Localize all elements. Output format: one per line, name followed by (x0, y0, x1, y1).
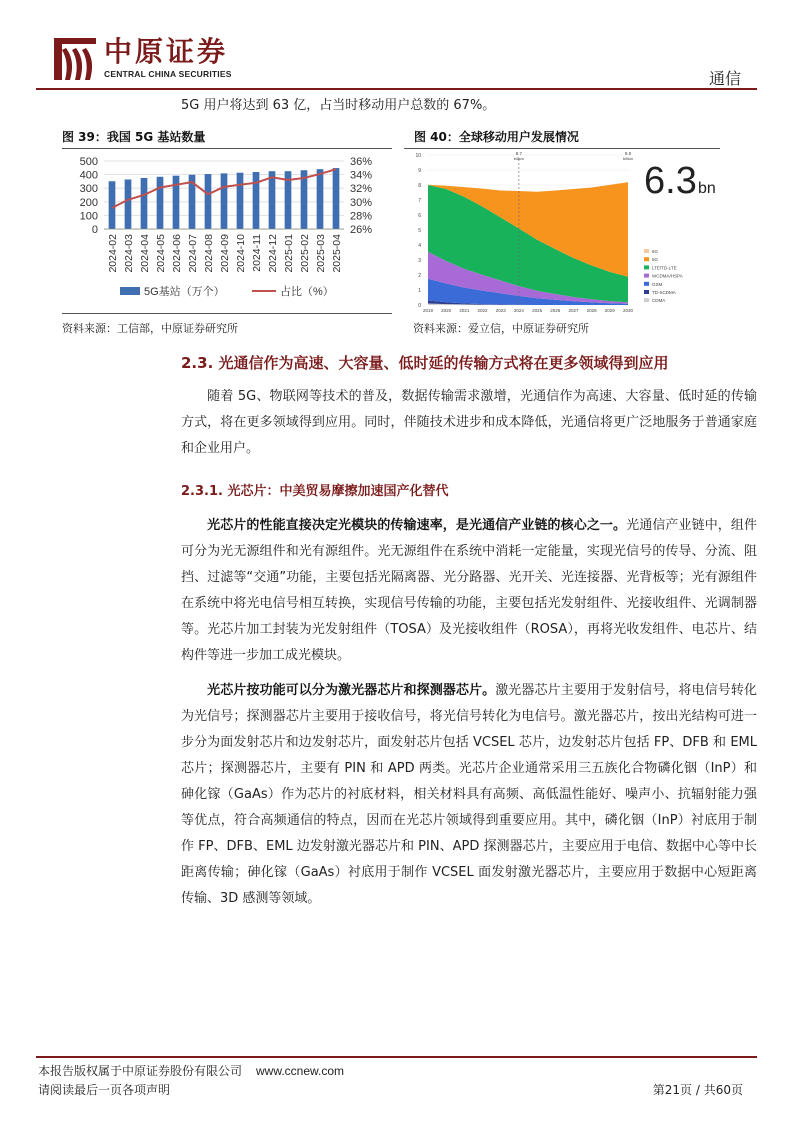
page-number: 第21页 / 共60页 (652, 1083, 743, 1097)
figure-39-title: 图 39：我国 5G 基站数量 (62, 130, 206, 144)
footer-website-link[interactable]: www.ccnew.com (256, 1064, 345, 1078)
paragraph-1-text: 光通信产业链中，组件可分为光无源组件和光有源组件。光无源组件在系统中消耗一定能量，实现光信号的传导、分流、阻挡、过滤等“交通”功能，主要包括光隔离器、光分路器、光开关、光连接器、光背板等；光有源组件在系统中将光电信号相互转换，实现信号传输的功能，主要包括光发射组件、光接收组件、光调制器等。光芯片加工封装为光发射组件（TOSA）及光接收组件（ROSA），再将光收发组件、电芯片、结构件等进一步加工成光模块。 (181, 518, 757, 663)
x-tick-label: 2024-05 (155, 234, 167, 273)
x-tick-label: 2024-08 (203, 234, 215, 273)
legend-label: 6G (652, 249, 659, 254)
global-mobile-subscriptions-chart (404, 149, 720, 315)
x-tick-label: 2024-09 (219, 234, 231, 273)
footer-left (38, 1062, 344, 1100)
x-tick-label: 2024-04 (139, 234, 151, 273)
y-tick-label: 4 (418, 243, 421, 249)
bar (237, 173, 244, 229)
legend-swatch (644, 257, 649, 261)
x-tick-label: 2024-10 (235, 234, 247, 273)
y-left-tick-label: 400 (79, 169, 98, 182)
marker-unit: billion (513, 156, 525, 161)
y-tick-label: 6 (418, 213, 421, 219)
bar (205, 174, 212, 229)
x-tick-label: 2024-03 (123, 234, 135, 273)
x-tick-label: 2024-02 (107, 234, 119, 273)
subsection-heading: 2.3.1. 光芯片：中美贸易摩擦加速国产化替代 (181, 484, 449, 499)
footer-divider (36, 1056, 757, 1058)
paragraph-2-text: 激光器芯片主要用于发射信号，将电信号转化为光信号；探测器芯片主要用于接收信号，将光信号转化为电信号。激光器芯片，按出光结构可进一步分为面发射芯片和边发射芯片，面发射芯片包括 VCSEL 芯片，边发射芯片包括 FP、DFB 和 EML 芯片；探测器芯片，主要有 PIN 和 APD 两类。光芯片企业通常采用三五族化合物磷化铟（InP）和砷化镓（GaAs）作为芯片的衬底材料，相关材料具有高频、高低温性能好、噪声小、抗辐射能力强等优点，符合高频通信的特点，因而在光芯片领域得到重要应用。其中，磷化铟（InP）衬底用于制作 FP、DFB、EML 边发射激光器芯片和 PIN、APD 探测器芯片，主要应用于电信、数据中心等中长距离传输；砷化镓（GaAs）衬底用于制作 VCSEL 面发射激光器芯片，主要应用于数据中心短距离传输、3D 感测等领域。 (181, 683, 757, 906)
bar (109, 181, 116, 229)
paragraph-2-lead: 光芯片按功能可以分为激光器芯片和探测器芯片。 (207, 683, 496, 698)
y-tick-label: 9 (418, 168, 421, 174)
y-tick-label: 3 (418, 258, 421, 264)
y-right-tick-label: 34% (350, 169, 373, 182)
bar (317, 169, 324, 229)
sector-label: 通信 (708, 69, 741, 88)
y-tick-label: 1 (418, 288, 421, 294)
legend-swatch-bar (120, 287, 140, 295)
headline-value: 6.3 (644, 160, 697, 202)
x-tick-label: 2030 (622, 308, 634, 313)
legend-label: CDMA (652, 298, 666, 304)
figure-39-source: 资料来源：工信部，中原证券研究所 (62, 322, 238, 335)
x-tick-label: 2027 (568, 308, 579, 313)
y-right-tick-label: 30% (350, 196, 373, 209)
figure-40-source: 资料来源：爱立信，中原证券研究所 (413, 322, 589, 335)
figure-40-title: 图 40：全球移动用户发展情况 (414, 130, 579, 144)
x-tick-label: 2024-06 (171, 234, 183, 273)
y-right-tick-label: 26% (350, 224, 373, 236)
paragraph-1 (181, 513, 757, 669)
headline-unit: bn (698, 180, 716, 197)
legend-label: GSM (652, 281, 663, 287)
y-tick-label: 0 (418, 303, 421, 309)
legend-label-bar: 5G基站（万个） (144, 286, 225, 298)
5g-base-station-chart (62, 149, 392, 315)
marker-value: 9.5 (624, 151, 632, 156)
paragraph-1-lead: 光芯片的性能直接决定光模块的传输速率，是光通信产业链的核心之一。 (207, 518, 627, 533)
y-left-tick-label: 200 (79, 196, 98, 209)
legend-label: LTE/TD-LTE (652, 265, 677, 271)
footer-copyright: 本报告版权属于中原证券股份有限公司 (38, 1064, 243, 1078)
y-left-tick-label: 100 (79, 210, 98, 223)
x-tick-label: 2020 (441, 308, 452, 313)
body-text-continuation: 5G 用户将达到 63 亿，占当时移动用户总数的 67%。 (181, 98, 496, 113)
x-tick-label: 2028 (586, 308, 597, 313)
brand-name-cn: 中原证券 (104, 35, 229, 68)
legend-label: TD-SCDMA (652, 290, 676, 295)
legend-label-line: 占比（%） (280, 286, 334, 298)
header-divider (36, 88, 757, 90)
y-left-tick-label: 0 (91, 224, 98, 236)
x-tick-label: 2025-04 (331, 234, 343, 273)
x-tick-label: 2024-11 (251, 234, 263, 272)
y-tick-label: 5 (418, 228, 421, 234)
legend-label: 5G (652, 257, 659, 263)
figure-39-frame (62, 148, 392, 314)
x-tick-label: 2029 (604, 308, 615, 313)
company-logo (52, 36, 98, 82)
y-right-tick-label: 36% (350, 156, 373, 168)
y-tick-label: 7 (418, 198, 421, 204)
bar (253, 172, 260, 229)
bar (125, 179, 132, 229)
y-left-tick-label: 500 (79, 156, 98, 168)
x-tick-label: 2019 (422, 308, 434, 313)
bar (333, 168, 340, 229)
y-tick-label: 10 (415, 153, 421, 159)
y-left-tick-label: 300 (79, 183, 98, 196)
x-tick-label: 2025-03 (315, 234, 327, 273)
y-tick-label: 2 (418, 273, 421, 279)
x-tick-label: 2024 (513, 308, 524, 313)
bar (157, 177, 164, 229)
brand-block (104, 36, 232, 79)
paragraph-2 (181, 678, 757, 912)
brand-name-en: CENTRAL CHINA SECURITIES (104, 69, 232, 79)
x-tick-label: 2024-12 (267, 234, 279, 273)
legend-label: WCDMA/HSPA (652, 273, 683, 279)
x-tick-label: 2025-01 (283, 234, 295, 273)
x-tick-label: 2021 (459, 308, 470, 313)
legend-swatch (644, 298, 649, 302)
bar (141, 178, 148, 229)
section-paragraph (181, 384, 757, 462)
legend-swatch (644, 249, 649, 253)
x-tick-label: 2026 (550, 308, 561, 313)
y-tick-label: 8 (418, 183, 421, 189)
y-right-tick-label: 28% (350, 210, 373, 223)
section-heading: 2.3. 光通信作为高速、大容量、低时延的传输方式将在更多领域得到应用 (181, 354, 669, 372)
x-tick-label: 2025 (532, 308, 543, 313)
section-paragraph-text: 随着 5G、物联网等技术的普及，数据传输需求激增，光通信作为高速、大容量、低时延的传输方式，将在更多领域得到应用。同时，伴随技术进步和成本降低，光通信将更广泛地服务于普通家庭和企业用户。 (181, 389, 757, 456)
x-tick-label: 2022 (477, 308, 488, 313)
legend-swatch (644, 282, 649, 286)
marker-unit: billion (622, 156, 634, 161)
footer-disclaimer: 请阅读最后一页各项声明 (38, 1083, 171, 1097)
bar (269, 171, 276, 229)
legend-swatch (644, 290, 649, 294)
y-right-tick-label: 32% (350, 183, 373, 196)
legend-swatch (644, 265, 649, 269)
x-tick-label: 2023 (495, 308, 506, 313)
figure-40-frame (404, 148, 720, 314)
legend-swatch (644, 274, 649, 278)
marker-value: 8.7 (515, 151, 523, 156)
x-tick-label: 2025-02 (299, 234, 311, 273)
bar (221, 173, 228, 229)
x-tick-label: 2024-07 (187, 234, 199, 273)
